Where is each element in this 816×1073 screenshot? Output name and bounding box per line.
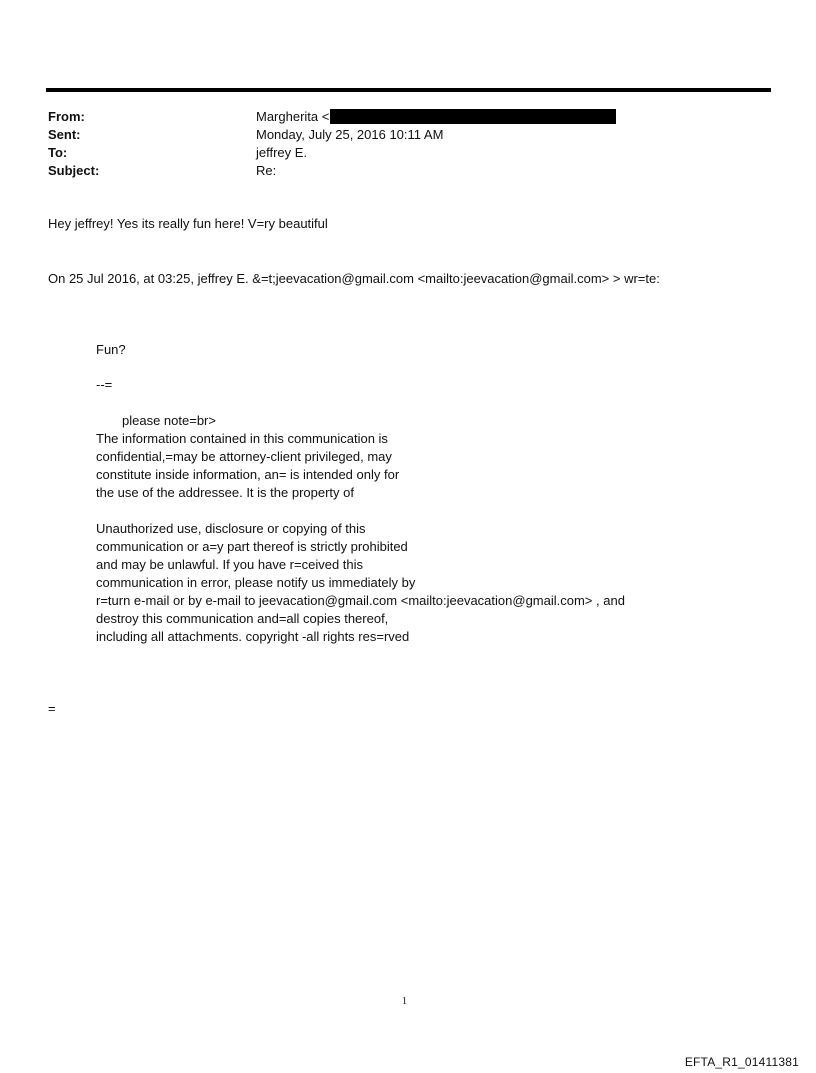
to-label: To: (48, 145, 68, 160)
header-to-row (48, 144, 748, 162)
bates-id: EFTA_R1_01411381 (684, 1055, 799, 1069)
subject-value: Re: (256, 163, 277, 178)
disclaimer-line: including all attachments. copyright -all rights res=rved (96, 629, 410, 644)
quoted-message: Fun? (96, 342, 126, 357)
sent-label: Sent: (48, 127, 81, 142)
subject-label: Subject: (48, 163, 100, 178)
to-value: jeffrey E. (256, 145, 308, 160)
disclaimer-line: The information contained in this communication is (96, 431, 388, 446)
disclaimer-lead: please note=br> (122, 413, 216, 428)
from-label: From: (48, 109, 85, 124)
disclaimer-line: the use of the addressee. It is the property of (96, 485, 354, 500)
header-from-row (48, 108, 748, 126)
page-number: 1 (402, 996, 407, 1007)
disclaimer-line: communication or a=y part thereof is strictly prohibited (96, 539, 408, 554)
header-rule (46, 88, 771, 92)
disclaimer-line: and may be unlawful. If you have r=ceived this (96, 557, 364, 572)
disclaimer-line: communication in error, please notify us immediately by (96, 575, 416, 590)
from-value (256, 108, 616, 126)
reply-text: Hey jeffrey! Yes its really fun here! V=ry beautiful (48, 216, 328, 231)
quote-intro: On 25 Jul 2016, at 03:25, jeffrey E. &=t;jeevacation@gmail.com <mailto:jeevacation@gmail.com> > wr=te: (48, 271, 660, 286)
disclaimer-line: confidential,=may be attorney-client privileged, may (96, 449, 392, 464)
signature-separator: --= (96, 377, 113, 392)
header-subject-row (48, 162, 748, 180)
trailing-equals: = (48, 701, 56, 716)
disclaimer-line: destroy this communication and=all copies thereof, (96, 611, 389, 626)
header-sent-row (48, 126, 748, 144)
redaction-block (330, 109, 616, 124)
disclaimer-line: r=turn e-mail or by e-mail to jeevacation@gmail.com <mailto:jeevacation@gmail.com> , and (96, 593, 625, 608)
disclaimer-line: Unauthorized use, disclosure or copying of this (96, 521, 366, 536)
disclaimer-line: constitute inside information, an= is intended only for (96, 467, 400, 482)
from-name: Margherita < (256, 109, 330, 124)
sent-value: Monday, July 25, 2016 10:11 AM (256, 127, 444, 142)
